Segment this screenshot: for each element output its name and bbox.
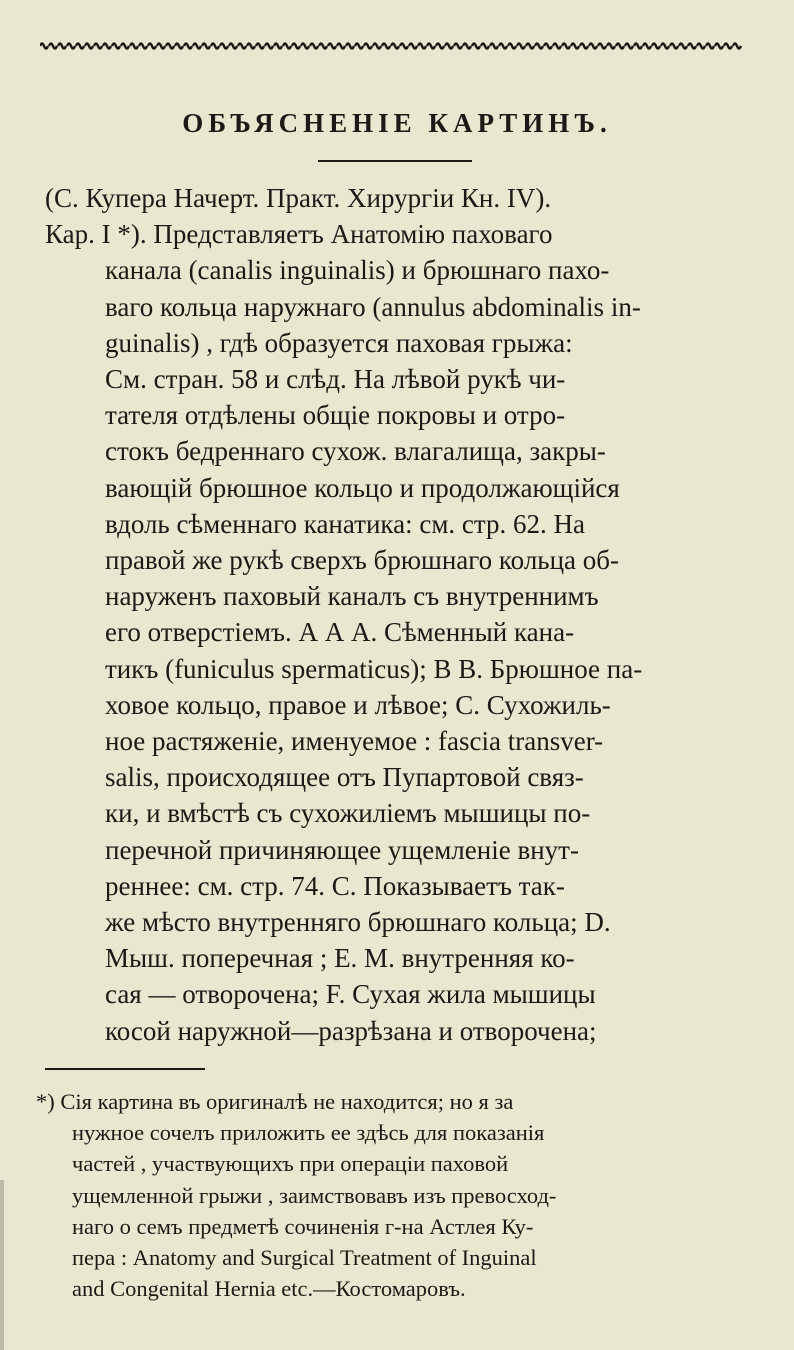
footnote-line: and Congenital Hernia etc.—Костомаровъ. bbox=[72, 1276, 466, 1302]
text-line: guinalis) , гдѣ образуется паховая грыжа: bbox=[105, 327, 573, 358]
text-line: вающій брюшное кольцо и продолжающійся bbox=[105, 472, 620, 503]
page-title: ОБЪЯСНЕНІЕ КАРТИНЪ. bbox=[182, 108, 612, 138]
text-line: перечной причиняющее ущемленіе внут- bbox=[105, 834, 579, 865]
text-line: См. стран. 58 и слѣд. На лѣвой рукѣ чи- bbox=[105, 364, 566, 395]
text-line: ное растяженіе, именуемое : fascia transver- bbox=[105, 726, 604, 757]
text-line: косой наружной—разрѣзана и отворочена; bbox=[105, 1015, 597, 1046]
footnote-line: ущемленной грыжи , заимствовавъ изъ превосход- bbox=[72, 1182, 557, 1208]
footnote-line: частей , участвующихъ при операціи паховой bbox=[72, 1151, 509, 1177]
footnote-line: наго о семъ предметѣ сочиненія г-на Астлея Ку- bbox=[72, 1213, 534, 1239]
footnote-line: пера : Anatomy and Surgical Treatment of Inguinal bbox=[72, 1245, 537, 1271]
text-line: наруженъ паховый каналъ съ внутреннимъ bbox=[105, 581, 599, 612]
footnote bbox=[36, 1086, 758, 1304]
text-line: тателя отдѣлены общіе покровы и отро- bbox=[105, 400, 566, 431]
text-line: правой же рукѣ сверхъ брюшнаго кольца об- bbox=[105, 545, 620, 576]
text-line: его отверстіемъ. А А А. Сѣменный кана- bbox=[105, 617, 575, 648]
text-line: стокъ бедреннаго сухож. влагалища, закры- bbox=[105, 436, 606, 467]
text-line: же мѣсто внутренняго брюшнаго кольца; D. bbox=[105, 907, 611, 938]
main-text bbox=[45, 180, 757, 1049]
text-line: ки, и вмѣстѣ съ сухожиліемъ мышицы по- bbox=[105, 798, 591, 829]
text-line: ховое кольцо, правое и лѣвое; С. Сухожиль- bbox=[105, 689, 611, 720]
text-line: вдоль сѣменнаго канатика: см. стр. 62. На bbox=[105, 508, 586, 539]
footnote-line: *) Сія картина въ оригиналѣ не находится; но я за bbox=[36, 1089, 514, 1114]
text-line: Мыш. поперечная ; Е. М. внутренняя ко- bbox=[105, 943, 575, 974]
footnote-line: нужное сочелъ приложить ее здѣсь для показанія bbox=[72, 1120, 545, 1146]
header-ornament bbox=[40, 36, 742, 54]
text-line: сая — отворочена; F. Сухая жила мышицы bbox=[105, 979, 596, 1010]
footnote-divider bbox=[45, 1068, 205, 1070]
text-line: Кар. I *). Представляетъ Анатомію паховаго bbox=[45, 219, 553, 250]
text-line: salis, происходящее отъ Пупартовой связ- bbox=[105, 762, 584, 793]
text-line: реннее: см. стр. 74. С. Показываетъ так- bbox=[105, 870, 565, 901]
text-line: (С. Купера Начерт. Практ. Хирургіи Кн. IV). bbox=[45, 183, 552, 213]
text-line: ваго кольца наружнаго (annulus abdominalis in- bbox=[105, 291, 641, 322]
text-line: канала (canalis inguinalis) и брюшнаго пахо- bbox=[105, 255, 610, 286]
binding-edge bbox=[0, 1180, 4, 1350]
text-line: тикъ (funiculus spermaticus); В В. Брюшное па- bbox=[105, 653, 643, 684]
title-divider bbox=[318, 160, 472, 162]
